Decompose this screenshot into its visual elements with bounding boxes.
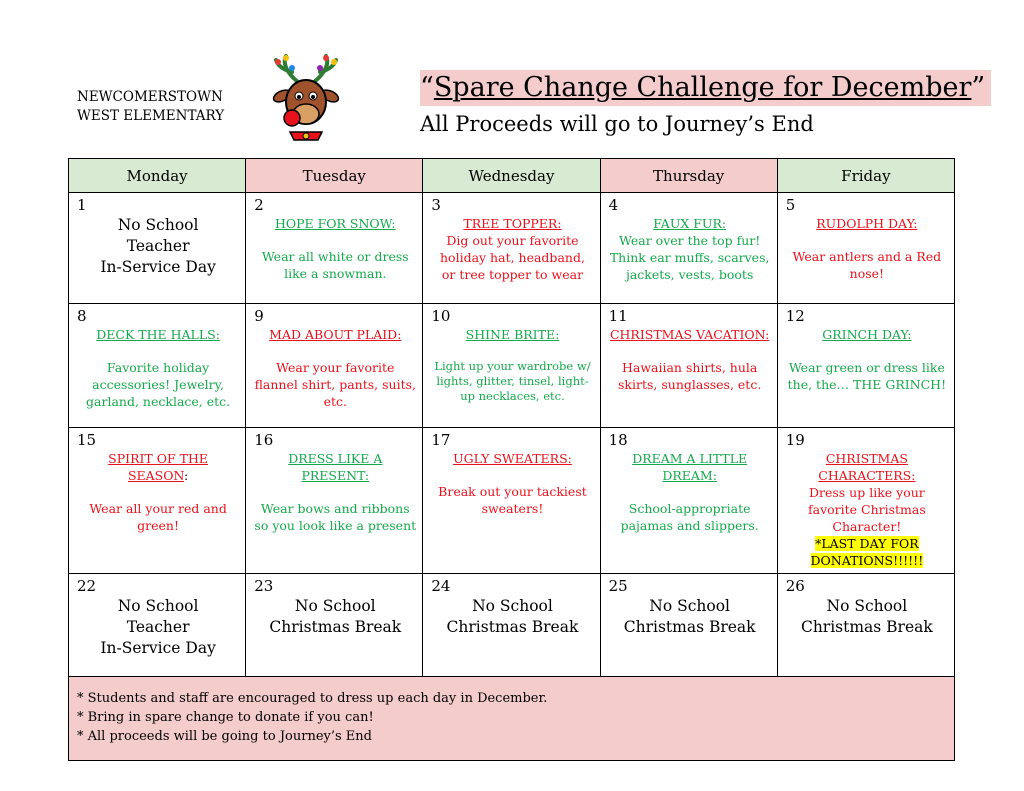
day-header-thursday: Thursday — [600, 159, 777, 193]
theme-title: FAUX FUR: — [653, 216, 727, 231]
day-number: 22 — [77, 577, 97, 595]
day-line: No School — [826, 597, 908, 615]
day-cell-17 — [423, 428, 600, 574]
day-header-tuesday: Tuesday — [246, 159, 423, 193]
theme-title-colon: : — [184, 468, 189, 483]
day-number: 26 — [785, 577, 805, 595]
notes-row — [69, 677, 955, 761]
day-line: Teacher — [126, 237, 190, 255]
day-cell-4 — [600, 193, 777, 304]
theme-description: Hawaiian shirts, hula skirts, sunglasses, etc. — [618, 360, 762, 392]
day-line: No School — [117, 597, 199, 615]
day-number: 17 — [431, 431, 451, 449]
notes-cell — [69, 677, 955, 761]
title-open-quote: “ — [420, 72, 434, 103]
theme-title: CHRISTMAS VACATION: — [609, 327, 770, 342]
page-title — [420, 70, 991, 106]
theme-title: TREE TOPPER: — [463, 216, 562, 231]
day-number: 2 — [254, 196, 264, 214]
day-header-monday: Monday — [69, 159, 246, 193]
title-text: Spare Change Challenge for December — [433, 72, 972, 103]
day-cell-22 — [69, 574, 246, 677]
day-line: Christmas Break — [800, 618, 933, 636]
theme-description: Light up your wardrobe w/ lights, glitter, tinsel, light-up necklaces, etc. — [434, 359, 591, 403]
day-number: 3 — [431, 196, 441, 214]
day-cell-2 — [246, 193, 423, 304]
theme-description: Wear antlers and a Red nose! — [792, 249, 942, 281]
theme-description: Favorite holiday accessories! Jewelry, garland, necklace, etc. — [86, 360, 231, 409]
day-line: Christmas Break — [446, 618, 579, 636]
day-cell-26 — [777, 574, 954, 677]
day-number: 4 — [608, 196, 619, 214]
week-row-2 — [69, 304, 955, 428]
day-cell-1 — [69, 193, 246, 304]
school-name-line2: WEST ELEMENTARY — [77, 108, 225, 124]
title-block — [420, 70, 991, 136]
theme-title-wrap — [77, 450, 239, 484]
calendar-table — [68, 158, 955, 761]
day-number: 1 — [77, 196, 87, 214]
day-cell-8 — [69, 304, 246, 428]
day-cell-16 — [246, 428, 423, 574]
day-cell-15 — [69, 428, 246, 574]
day-line: No School — [294, 597, 376, 615]
theme-description: Dig out your favorite holiday hat, headband, or tree topper to wear — [440, 233, 585, 282]
day-line: In-Service Day — [100, 639, 216, 657]
theme-description: Wear your favorite flannel shirt, pants, suits, etc. — [254, 360, 416, 409]
day-cell-18 — [600, 428, 777, 574]
theme-title: MAD ABOUT PLAID: — [269, 327, 402, 342]
theme-title: DECK THE HALLS: — [96, 327, 220, 342]
day-number: 12 — [785, 307, 805, 325]
day-cell-11 — [600, 304, 777, 428]
theme-title: GRINCH DAY: — [822, 327, 912, 342]
theme-title: DREAM A LITTLE DREAM: — [632, 451, 748, 483]
theme-description: Wear over the top fur! Think ear muffs, scarves, jackets, vests, boots — [609, 233, 770, 282]
day-line: No School — [649, 597, 731, 615]
day-number: 10 — [431, 307, 451, 325]
theme-description: School-appropriate pajamas and slippers. — [620, 501, 759, 533]
theme-title: DRESS LIKE A PRESENT: — [288, 451, 383, 483]
week-row-4 — [69, 574, 955, 677]
theme-description: Wear green or dress like the, the… THE GRINCH! — [787, 360, 947, 392]
day-cell-23 — [246, 574, 423, 677]
theme-description: Dress up like your favorite Christmas Character! — [807, 485, 926, 534]
theme-title: SPIRIT OF THE SEASON — [108, 451, 209, 483]
theme-description: Break out your tackiest sweaters! — [438, 484, 587, 516]
day-line: Christmas Break — [623, 618, 756, 636]
donation-highlight: *LAST DAY FOR DONATIONS!!!!!! — [810, 536, 924, 568]
title-close-quote: ” — [971, 72, 986, 103]
day-cell-12 — [777, 304, 954, 428]
theme-title: SHINE BRITE: — [465, 327, 560, 342]
day-number: 19 — [785, 431, 805, 449]
week-row-1 — [69, 193, 955, 304]
day-number: 18 — [608, 431, 628, 449]
day-header-friday: Friday — [777, 159, 954, 193]
day-line: In-Service Day — [100, 258, 216, 276]
day-number: 16 — [254, 431, 274, 449]
theme-title: HOPE FOR SNOW: — [274, 216, 396, 231]
reindeer-icon — [268, 52, 344, 144]
theme-description: Wear bows and ribbons so you look like a present — [254, 501, 417, 533]
day-line: No School — [472, 597, 553, 615]
theme-title: UGLY SWEATERS: — [453, 451, 572, 466]
day-number: 15 — [77, 431, 97, 449]
theme-description: Wear all your red and green! — [89, 501, 227, 533]
header-row — [69, 159, 955, 193]
day-cell-10 — [423, 304, 600, 428]
last-day-notice — [786, 535, 948, 569]
note-line: * Students and staff are encouraged to dress up each day in December. — [77, 691, 548, 706]
day-number: 5 — [785, 196, 796, 214]
week-row-3 — [69, 428, 955, 574]
day-line: Teacher — [126, 618, 190, 636]
day-number: 11 — [608, 307, 628, 325]
day-number: 8 — [77, 307, 87, 325]
note-line: * All proceeds will be going to Journey’s End — [77, 729, 372, 744]
day-cell-19 — [777, 428, 954, 574]
theme-title: RUDOLPH DAY: — [816, 216, 918, 231]
school-name — [77, 88, 224, 126]
day-cell-3 — [423, 193, 600, 304]
day-cell-24 — [423, 574, 600, 677]
school-name-line1: NEWCOMERSTOWN — [77, 89, 223, 105]
day-line: Christmas Break — [269, 618, 402, 636]
theme-title: CHRISTMAS CHARACTERS: — [818, 451, 916, 483]
day-cell-9 — [246, 304, 423, 428]
day-cell-5 — [777, 193, 954, 304]
day-number: 25 — [608, 577, 628, 595]
day-number: 23 — [254, 577, 274, 595]
page-subtitle: All Proceeds will go to Journey’s End — [420, 112, 814, 136]
note-line: * Bring in spare change to donate if you can! — [77, 710, 374, 725]
day-number: 24 — [431, 577, 451, 595]
day-number: 9 — [254, 307, 264, 325]
day-cell-25 — [600, 574, 777, 677]
day-line: No School — [117, 216, 199, 234]
day-header-wednesday: Wednesday — [423, 159, 600, 193]
theme-description: Wear all white or dress like a snowman. — [261, 249, 409, 281]
